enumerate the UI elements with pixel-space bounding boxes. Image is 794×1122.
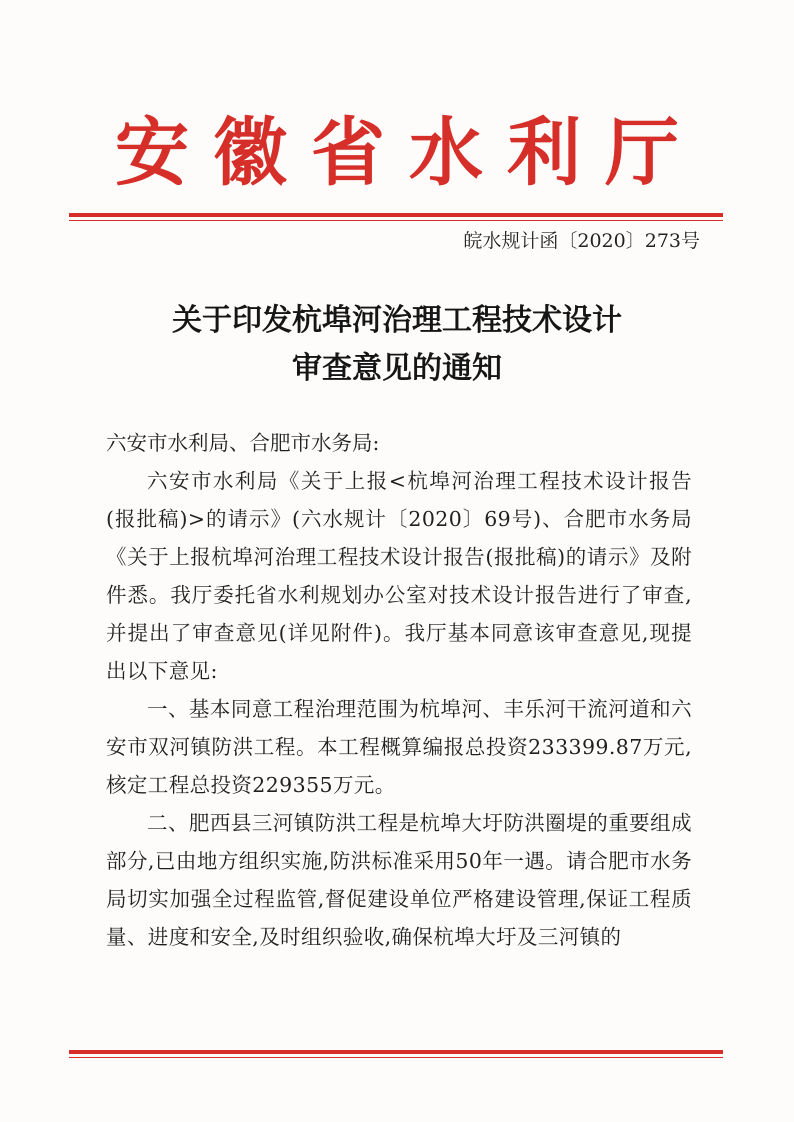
- document-number: 皖水规计函〔2020〕273号: [463, 230, 700, 252]
- masthead-divider: [69, 213, 723, 221]
- paragraph-1: 六安市水利局《关于上报<杭埠河治理工程技术设计报告(报批稿)>的请示》(六水规计〔2020〕69号)、合肥市水务局《关于上报杭埠河治理工程技术设计报告(报批稿)的请示》及附件悉。我厅委托省水利规划办公室对技术设计报告进行了审查,并提出了审查意见(详见附件)。我厅基本同意该审查意见,现提出以下意见:: [106, 469, 692, 683]
- title-line-2: 审查意见的通知: [292, 351, 502, 386]
- divider-thin-line: [69, 220, 723, 221]
- paragraph-3: 二、肥西县三河镇防洪工程是杭埠大圩防洪圈堤的重要组成部分,已由地方组织实施,防洪标准采用50年一遇。请合肥市水务局切实加强全过程监管,督促建设单位严格建设管理,保证工程质量、进度和安全,及时组织验收,确保杭埠大圩及三河镇的: [106, 811, 692, 949]
- footer-thick-line: [69, 1050, 723, 1054]
- masthead-organization: 安徽省水利厅: [115, 110, 703, 196]
- divider-thick-line: [69, 213, 723, 217]
- document-body: [106, 424, 692, 956]
- salutation: 六安市水利局、合肥市水务局:: [106, 431, 380, 455]
- document-title: [0, 297, 794, 393]
- footer-divider: [69, 1050, 723, 1058]
- footer-thin-line: [69, 1057, 723, 1058]
- title-line-1: 关于印发杭埠河治理工程技术设计: [172, 303, 622, 338]
- paragraph-2: 一、基本同意工程治理范围为杭埠河、丰乐河干流河道和六安市双河镇防洪工程。本工程概算编报总投资233399.87万元,核定工程总投资229355万元。: [106, 697, 692, 797]
